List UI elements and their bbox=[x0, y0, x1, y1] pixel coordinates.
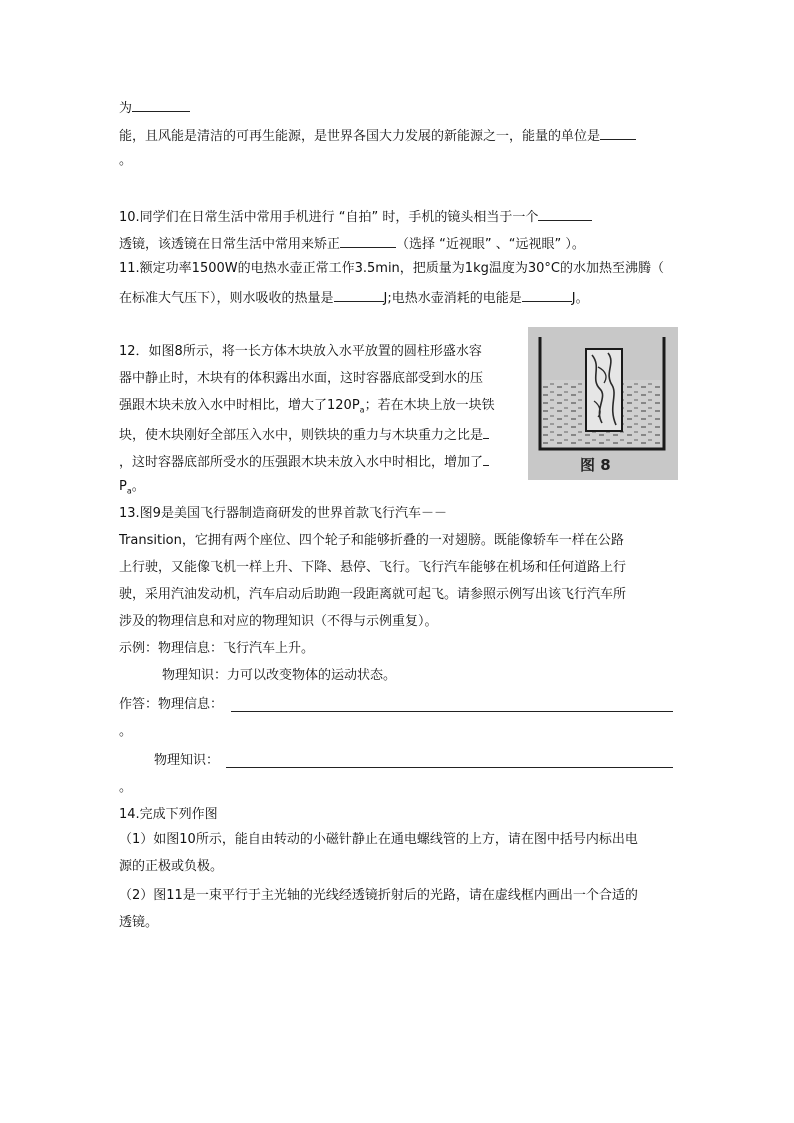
q13-line5: 涉及的物理信息和对应的物理知识（不得与示例重复）。 bbox=[119, 614, 438, 629]
q9-line2: 能，且风能是清洁的可再生能源，是世界各国大力发展的新能源之一，能量的单位是 bbox=[119, 125, 636, 146]
q13-example-knowledge: 物理知识：力可以改变物体的运动状态。 bbox=[162, 668, 397, 683]
q14-part1-line1: （1）如图10所示，能自由转动的小磁针静止在通电螺线管的上方，请在图中括号内标出电 bbox=[119, 832, 638, 847]
answer-blank[interactable] bbox=[334, 287, 384, 302]
q13-line1: 13.图9是美国飞行器制造商研发的世界首款飞行汽车－－ bbox=[119, 506, 447, 521]
q14-part1-line2: 源的正极或负极。 bbox=[119, 859, 224, 874]
q13-line3: 上行驶，又能像飞机一样上升、下降、悬停、飞行。飞行汽车能够在机场和任何道路上行 bbox=[119, 560, 627, 575]
q13-period-2: 。 bbox=[119, 780, 133, 795]
q13-line4: 驶，采用汽油发动机，汽车启动后助跑一段距离就可起飞。请参照示例写出该飞行汽车所 bbox=[119, 587, 627, 602]
q13-line2: Transition，它拥有两个座位、四个轮子和能够折叠的一对翅膀。既能像轿车一样在公路 bbox=[119, 533, 624, 548]
answer-info-line[interactable] bbox=[231, 711, 673, 712]
answer-blank[interactable] bbox=[538, 206, 592, 221]
q14-part2-line2: 透镜。 bbox=[119, 915, 159, 930]
q12-line6: $P_a$。 bbox=[119, 479, 145, 496]
q9-line3: 。 bbox=[119, 153, 133, 168]
q10-line2: 透镜，该透镜在日常生活中常用来矫正 （选择 “近视眼” 、“远视眼” ）。 bbox=[119, 233, 585, 254]
q12-line3: 强跟木块未放入水中时相比，增大了$120P_a$；若在木块上放一块铁 bbox=[119, 398, 495, 415]
answer-knowledge-line[interactable] bbox=[226, 767, 673, 768]
q9-line1: 为 bbox=[119, 97, 190, 118]
q12-line1: 12．如图8所示，将一长方体木块放入水平放置的圆柱形盛水容 bbox=[119, 344, 482, 359]
answer-blank[interactable] bbox=[483, 424, 489, 439]
figure-8-wood-block-in-water bbox=[528, 327, 678, 480]
q13-answer-knowledge-label: 物理知识： bbox=[154, 753, 220, 768]
answer-blank[interactable] bbox=[340, 233, 396, 248]
q12-line5: ，这时容器底部所受水的压强跟木块未放入水中时相比，增加了 bbox=[119, 451, 489, 472]
q11-line2: 在标准大气压下），则水吸收的热量是 J;电热水壶消耗的电能是 J。 bbox=[119, 287, 589, 308]
answer-blank[interactable] bbox=[483, 451, 489, 466]
q14-title: 14.完成下列作图 bbox=[119, 807, 218, 822]
q10-line1: 10.同学们在日常生活中常用手机进行 “自拍” 时，手机的镜头相当于一个 bbox=[119, 206, 592, 227]
q12-line2: 器中静止时，木块有的体积露出水面，这时容器底部受到水的压 bbox=[119, 371, 484, 386]
figure-8-label: 图 8 bbox=[580, 456, 611, 474]
q13-example-info: 示例：物理信息：飞行汽车上升。 bbox=[119, 641, 315, 656]
q14-part2-line1: （2）图11是一束平行于主光轴的光线经透镜折射后的光路，请在虚线框内画出一个合适的 bbox=[119, 888, 638, 903]
q12-line4: 块，使木块刚好全部压入水中，则铁块的重力与木块重力之比是 bbox=[119, 424, 489, 445]
q13-period-1: 。 bbox=[119, 724, 133, 739]
q11-line1: 11.额定功率1500W的电热水壶正常工作3.5min，把质量为1kg温度为30°C的水加热至沸腾（ bbox=[119, 261, 664, 276]
q13-answer-info-label: 作答：物理信息： bbox=[119, 697, 224, 712]
answer-blank[interactable] bbox=[522, 287, 572, 302]
answer-blank[interactable] bbox=[132, 97, 190, 112]
answer-blank[interactable] bbox=[600, 125, 636, 140]
